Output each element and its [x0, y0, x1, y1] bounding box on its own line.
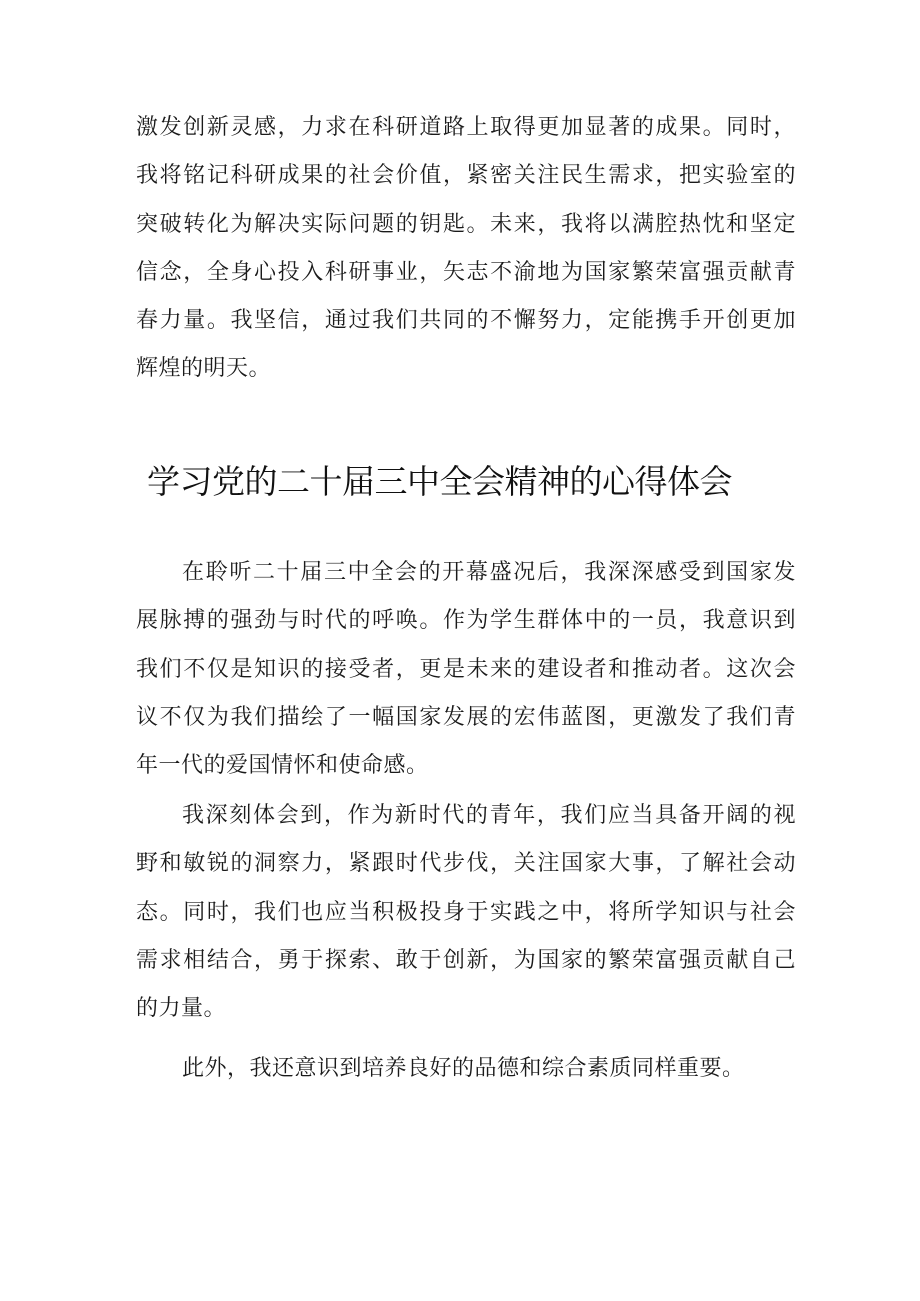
page-title: 学习党的二十届三中全会精神的心得体会 — [147, 462, 732, 501]
text-line: 的力量。 — [136, 996, 227, 1022]
text-line: 春力量。我坚信，通过我们共同的不懈努力，定能携手开创更加 — [136, 308, 796, 334]
text-line: 我深刻体会到，作为新时代的青年，我们应当具备开阔的视 — [182, 803, 796, 828]
text-line: 态。同时，我们也应当积极投身于实践之中，将所学知识与社会 — [136, 899, 796, 925]
text-line: 需求相结合，勇于探索、敢于创新，为国家的繁荣富强贡献自己 — [136, 947, 796, 973]
text-line: 辉煌的明天。 — [136, 356, 272, 382]
text-line: 此外，我还意识到培养良好的品德和综合素质同样重要。 — [182, 1056, 745, 1081]
text-line: 展脉搏的强劲与时代的呼唤。作为学生群体中的一员，我意识到 — [136, 608, 796, 634]
paragraph-3 — [136, 1045, 796, 1093]
text-line: 信念，全身心投入科研事业，矢志不渝地为国家繁荣富强贡献青 — [136, 259, 796, 285]
text-line: 野和敏锐的洞察力，紧跟时代步伐，关注国家大事，了解社会动 — [136, 851, 796, 877]
text-line: 我将铭记科研成果的社会价值，紧密关注民生需求，把实验室的 — [136, 163, 796, 189]
text-line: 在聆听二十届三中全会的开幕盛况后，我深深感受到国家发 — [182, 560, 796, 585]
intro-paragraph — [136, 104, 796, 394]
paragraph-2 — [136, 792, 796, 1033]
text-line: 我们不仅是知识的接受者，更是未来的建设者和推动者。这次会 — [136, 656, 796, 682]
paragraph-1 — [136, 549, 796, 790]
text-line: 议不仅为我们描绘了一幅国家发展的宏伟蓝图，更激发了我们青 — [136, 704, 796, 730]
text-line: 激发创新灵感，力求在科研道路上取得更加显著的成果。同时， — [136, 115, 796, 140]
text-line: 年一代的爱国情怀和使命感。 — [136, 753, 429, 779]
text-line: 突破转化为解决实际问题的钥匙。未来，我将以满腔热忱和坚定 — [136, 211, 796, 237]
